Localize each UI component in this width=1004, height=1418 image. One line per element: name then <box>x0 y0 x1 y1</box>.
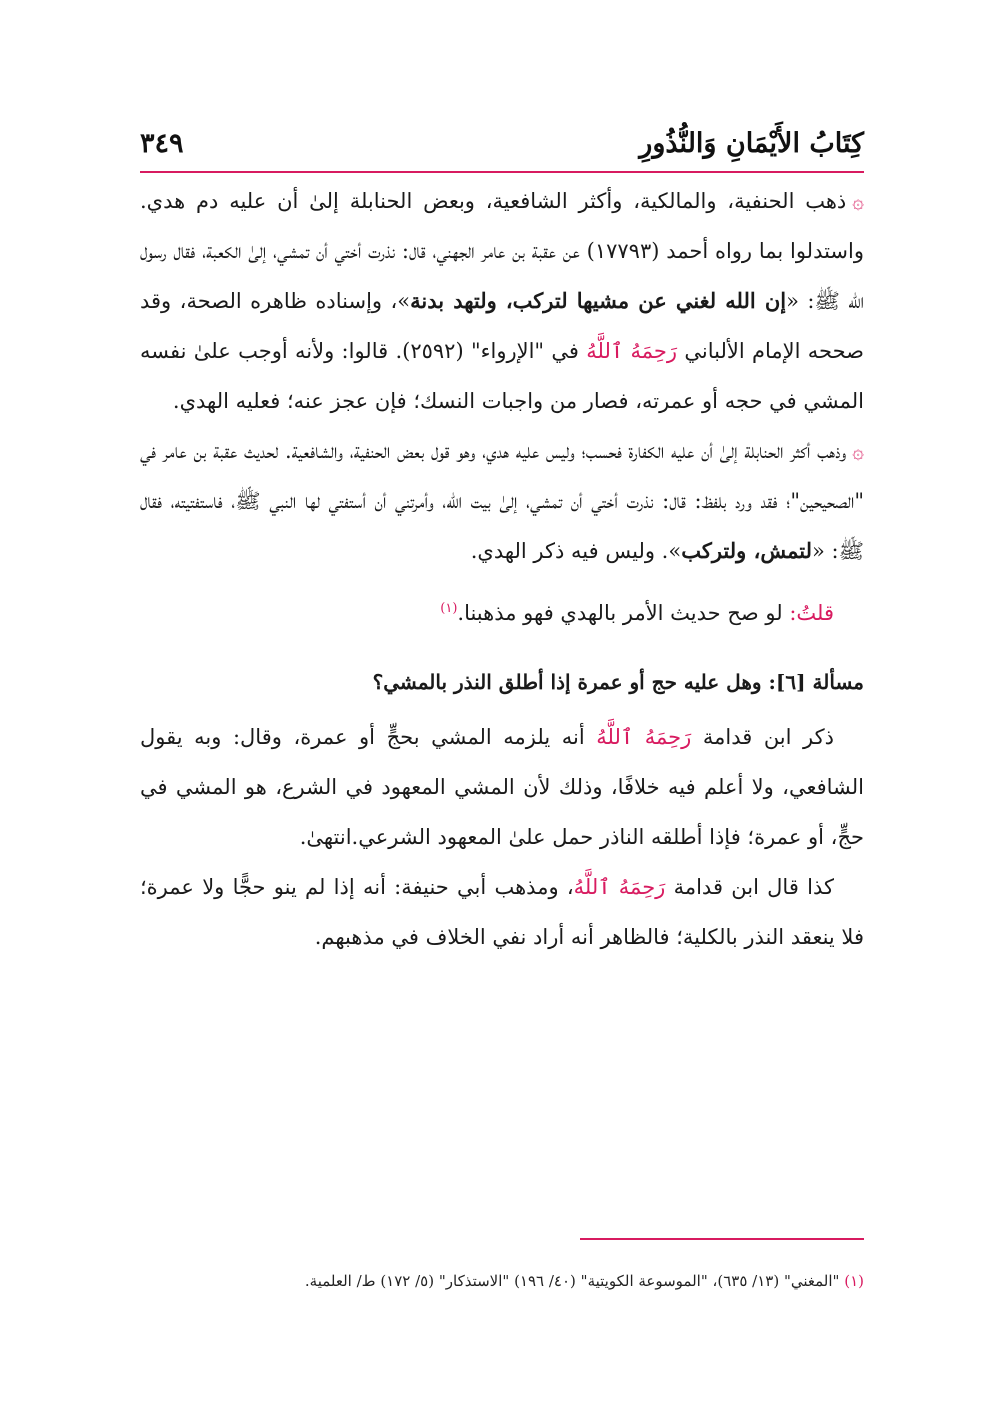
honorific-glyph: رَحِمَهُ ٱللَّهُ <box>596 725 692 749</box>
p2-hadith: لتمش، ولتركب <box>681 538 813 563</box>
paragraph-1 <box>140 176 864 426</box>
p1-text-1: ذهب الحنفية، والمالكية، وأكثر الشافعية، وبعض الحنابلة إلىٰ أن عليه دم هدي. واستدلوا بما رواه أحمد (١٧٧٩٣) عن عقبة بن عامر الجهني، قال: نذرت أختي أن تمشي، إلىٰ الكعبة، فقال رسول الله ﷺ: « <box>140 189 865 313</box>
footnote-ref: (١) <box>440 601 458 616</box>
qult-text: لو صح حديث الأمر بالهدي فهو مذهبنا. <box>457 601 790 625</box>
honorific-glyph: رَحِمَهُ ٱللَّهُ <box>573 875 666 899</box>
footnote-text: "المغني" (١٣/ ٦٣٥)، "الموسوعة الكويتية" (٤٠/ ١٩٦) "الاستذكار" (٥/ ١٧٢) ط/ العلمية. <box>304 1272 845 1290</box>
page-header <box>140 118 864 168</box>
p3-text-1: ذكر ابن قدامة <box>691 725 834 749</box>
paragraph-4 <box>140 862 864 962</box>
page-number: ٣٤٩ <box>140 127 184 159</box>
p4-text-2: ، ومذهب أبي حنيفة: أنه إذا لم ينو حجًّا ولا عمرة؛ فلا ينعقد النذر بالكلية؛ فالظاهر أنه أراد نفي الخلاف في مذهبهم. <box>140 875 864 949</box>
qult-label: قلتُ: <box>789 601 834 625</box>
flower-bullet-icon: ۞ <box>852 189 864 213</box>
masala-label: مسألة [٦]: <box>768 670 864 694</box>
p1-text-2: »، وإسناده ظاهره الصحة، وقد صححه الإمام الألباني <box>140 289 864 363</box>
footnote <box>140 1268 864 1294</box>
p3-text-2: أنه يلزمه المشي بحجٍّ أو عمرة، وقال: وبه يقول الشافعي، ولا أعلم فيه خلافًا، وذلك لأن المشي المعهود في الشرع، هو المشي في حجٍّ، أو عمرة؛ فإذا أطلقه الناذر حمل علىٰ المعهود الشرعي.انتهىٰ. <box>140 725 864 849</box>
honorific-glyph: رَحِمَهُ ٱللَّهُ <box>586 339 678 363</box>
footnote-rule <box>580 1238 864 1240</box>
header-rule <box>140 171 864 173</box>
footnote-number: (١) <box>844 1272 864 1290</box>
p4-text-1: كذا قال ابن قدامة <box>665 875 834 899</box>
page-body <box>140 176 864 962</box>
paragraph-2 <box>140 426 864 576</box>
p2-text-2: ». وليس فيه ذكر الهدي. <box>470 539 682 563</box>
p1-hadith: إن الله لغني عن مشيها لتركب، ولتهد بدنة <box>410 288 787 313</box>
masala-title: وهل عليه حج أو عمرة إذا أطلق النذر بالمشي؟ <box>372 670 769 694</box>
qult-note <box>140 588 864 638</box>
flower-bullet-icon: ۞ <box>852 439 864 463</box>
p1-text-3: في "الإرواء" (٢٥٩٢). قالوا: ولأنه أوجب علىٰ نفسه المشي في حجه أو عمرته، فصار من واجبات النسك؛ فإن عجز عنه؛ فعليه الهدي. <box>140 339 864 413</box>
paragraph-3 <box>140 712 864 862</box>
book-title: كِتَابُ الأَيْمَانِ وَالنُّذُورِ <box>639 127 864 159</box>
p2-text-1: وذهب أكثر الحنابلة إلىٰ أن عليه الكفارة فحسب؛ وليس عليه هدي، وهو قول بعض الحنفية، والشافعية. لحديث عقبة بن عامر في "الصحيحين"؛ فقد ورد بلفظ: قال: نذرت أختي أن تمشي، إلىٰ بيت الله، وأمرتني أن أستفتي لها النبي ﷺ، فاستفتيته، فقال ﷺ: « <box>140 439 864 563</box>
masala-heading <box>140 660 864 704</box>
